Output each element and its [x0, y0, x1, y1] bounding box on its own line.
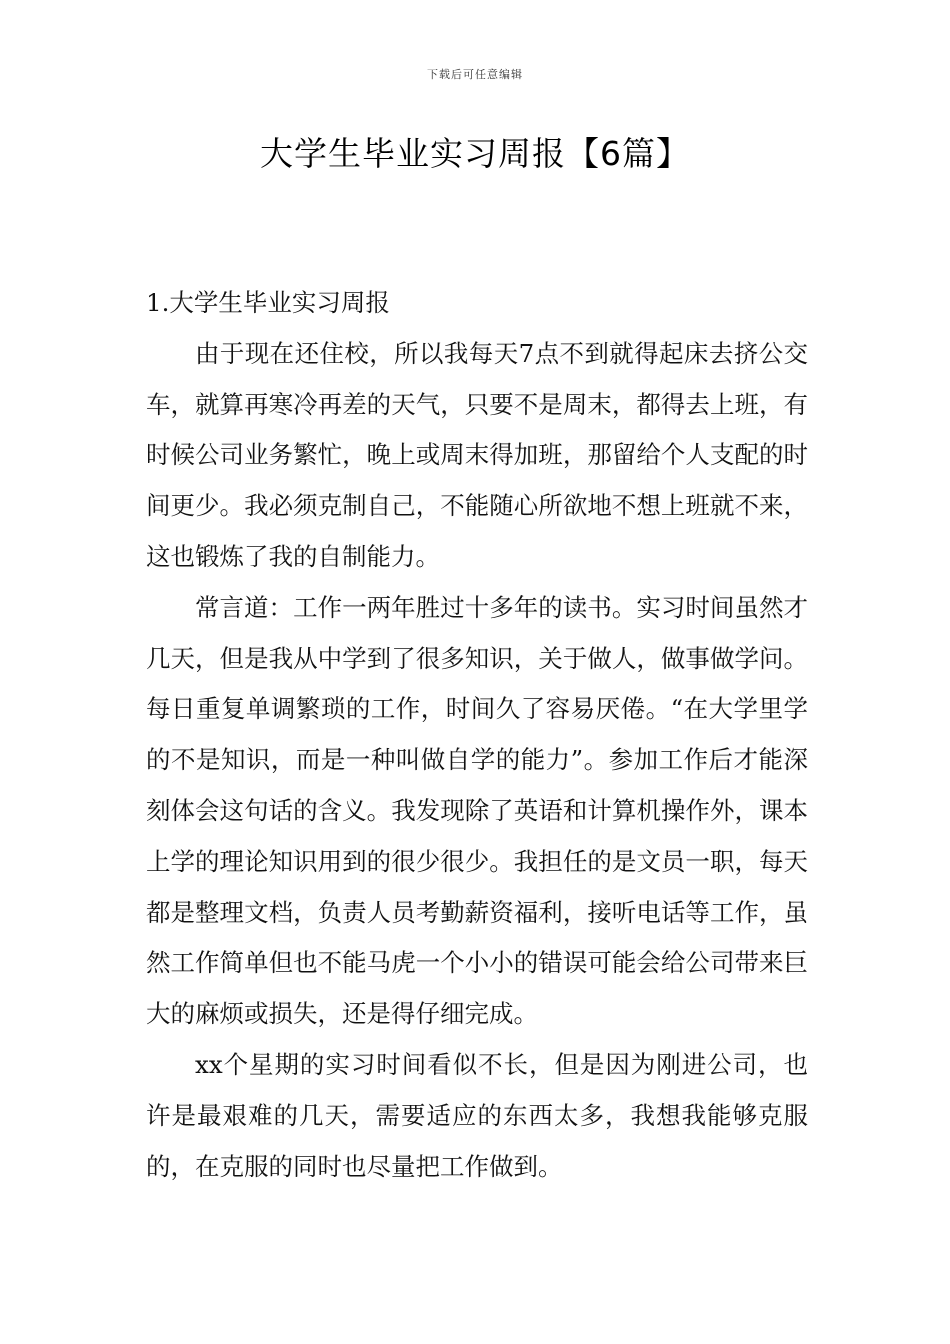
- paragraph: 常言道：工作一两年胜过十多年的读书。实习时间虽然才几天，但是我从中学到了很多知识，关于做人，做事做学问。每日重复单调繁琐的工作，时间久了容易厌倦。“在大学里学的不是知识，而是一种叫做自学的能力”。参加工作后才能深刻体会这句话的含义。我发现除了英语和计算机操作外，课本上学的理论知识用到的很少很少。我担任的是文员一职，每天都是整理文档，负责人员考勤薪资福利，接听电话等工作，虽然工作简单但也不能马虎一个小小的错误可能会给公司带来巨大的麻烦或损失，还是得仔细完成。: [146, 592, 808, 1029]
- paragraph: xx个星期的实习时间看似不长，但是因为刚进公司，也许是最艰难的几天，需要适应的东西太多，我想我能够克服的，在克服的同时也尽量把工作做到。: [146, 1049, 808, 1181]
- document-title: 大学生毕业实习周报【6篇】: [260, 134, 690, 173]
- paragraph: 由于现在还住校，所以我每天7点不到就得起床去挤公交车，就算再寒冷再差的天气，只要不是周末，都得去上班，有时候公司业务繁忙，晚上或周末得加班，那留给个人支配的时间更少。我必须克制自己，不能随心所欲地不想上班就不来，这也锻炼了我的自制能力。: [146, 338, 808, 571]
- section-heading: 1.大学生毕业实习周报: [146, 288, 390, 317]
- document-body: [146, 278, 808, 1192]
- header-note: 下载后可任意编辑: [427, 68, 523, 81]
